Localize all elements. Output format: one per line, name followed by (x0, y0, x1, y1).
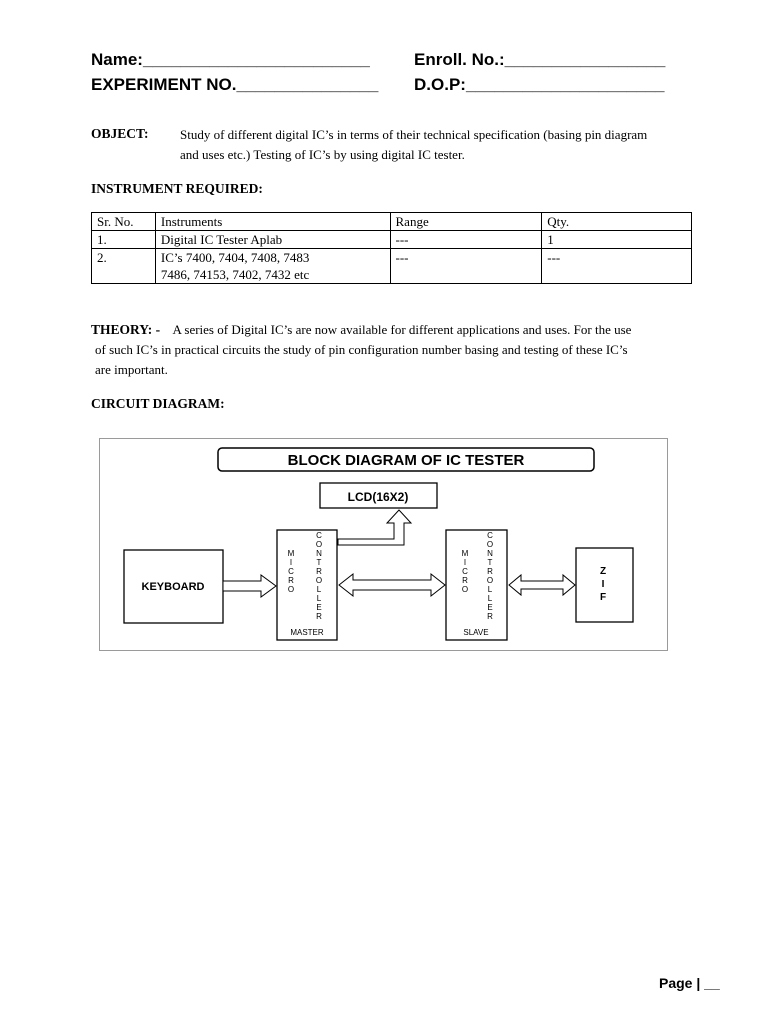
page-number: Page | __ (659, 975, 720, 991)
slave-controller-letter: O (486, 576, 494, 585)
cell-instrument (155, 231, 390, 249)
object-text (180, 125, 740, 165)
cell-sr-no: 1. (92, 231, 156, 249)
master-micro-letter: O (287, 585, 295, 594)
cell-range: --- (390, 231, 542, 249)
slave-controller-letter: R (487, 612, 493, 621)
block-diagram (99, 438, 669, 652)
zif-letter: I (601, 579, 605, 590)
cell-range: --- (390, 249, 542, 284)
master-micro-letter: C (288, 567, 294, 576)
slave-controller-letter: R (487, 567, 493, 576)
master-micro-letter: I (289, 558, 293, 567)
master-micro-letter: M (287, 549, 295, 558)
object-line-1: Study of different digital IC’s in terms of their technical specification (basing pin diagram (180, 127, 648, 142)
master-controller-letter: N (316, 549, 322, 558)
slave-controller-letter: E (487, 603, 493, 612)
cell-instrument-line-1: Digital IC Tester Aplab (160, 232, 283, 247)
slave-label: SLAVE (463, 628, 489, 637)
column-header-range: Range (390, 213, 542, 231)
theory-line-3: are important. (95, 362, 168, 377)
slave-micro-letter: I (463, 558, 467, 567)
table-row (92, 231, 692, 249)
master-controller-letter: O (315, 576, 323, 585)
slave-controller-letters (487, 531, 493, 621)
theory-section (91, 320, 731, 380)
slave-micro-letter: O (461, 585, 469, 594)
master-controller-letter: L (316, 594, 322, 603)
master-micro-letters (288, 549, 295, 594)
cell-instrument-line-1: IC’s 7400, 7404, 7408, 7483 (160, 250, 310, 265)
master-controller-letter: T (316, 558, 322, 567)
dop-field: D.O.P:_____________________ (414, 75, 665, 94)
theory-line-1-text: A series of Digital IC’s are now available for different applications and uses. For the use (172, 322, 632, 337)
enroll-no-field: Enroll. No.:_________________ (414, 50, 666, 69)
experiment-no-field: EXPERIMENT NO._______________ (91, 75, 379, 94)
theory-line-2: of such IC’s in practical circuits the study of pin configuration number basing and testing of these IC’s (95, 342, 628, 357)
cell-sr-no: 2. (92, 249, 156, 284)
column-header-instruments: Instruments (155, 213, 390, 231)
master-controller-letter: O (315, 540, 323, 549)
theory-line-1 (91, 320, 731, 340)
column-header-qty: Qty. (542, 213, 692, 231)
slave-controller-letter: L (487, 594, 493, 603)
slave-controller-letter: T (487, 558, 493, 567)
slave-controller-letter: N (487, 549, 493, 558)
keyboard-label: KEYBOARD (141, 581, 205, 593)
master-controller-letters (316, 531, 322, 621)
circuit-diagram-label: CIRCUIT DIAGRAM: (91, 396, 225, 411)
column-header-sr-no: Sr. No. (92, 213, 156, 231)
master-controller-letter: E (316, 603, 322, 612)
cell-instrument (155, 249, 390, 284)
cell-instrument-line-2: 7486, 74153, 7402, 7432 etc (160, 267, 310, 282)
master-controller-letter: R (316, 612, 322, 621)
cell-qty: 1 (542, 231, 692, 249)
instrument-required-label: INSTRUMENT REQUIRED: (91, 181, 263, 196)
table-row (92, 249, 692, 284)
master-controller-letter: L (316, 585, 322, 594)
cell-qty: --- (542, 249, 692, 284)
zif-letter: Z (599, 566, 607, 577)
master-controller-letter: R (316, 567, 322, 576)
slave-controller-letter: L (487, 585, 493, 594)
object-line-2: and uses etc.) Testing of IC’s by using digital IC tester. (180, 147, 465, 162)
slave-micro-letter: R (462, 576, 468, 585)
zif-block (576, 548, 633, 622)
name-field: Name:________________________ (91, 50, 370, 69)
theory-label: THEORY: - (91, 322, 161, 337)
lcd-label: LCD(16X2) (347, 490, 409, 504)
object-label: OBJECT: (91, 126, 149, 141)
diagram-title: BLOCK DIAGRAM OF IC TESTER (287, 452, 525, 469)
table-header-row (92, 213, 692, 231)
master-controller-letter: C (316, 531, 322, 540)
slave-controller-letter: C (487, 531, 493, 540)
slave-controller-letter: O (486, 540, 494, 549)
master-label: MASTER (290, 628, 324, 637)
slave-micro-letter: M (461, 549, 469, 558)
slave-micro-letter: C (462, 567, 468, 576)
instruments-table (91, 212, 692, 284)
slave-controller-block (446, 530, 507, 640)
zif-letter: F (599, 592, 607, 603)
master-controller-block (277, 530, 337, 640)
slave-micro-letters (462, 549, 469, 594)
master-micro-letter: R (288, 576, 294, 585)
